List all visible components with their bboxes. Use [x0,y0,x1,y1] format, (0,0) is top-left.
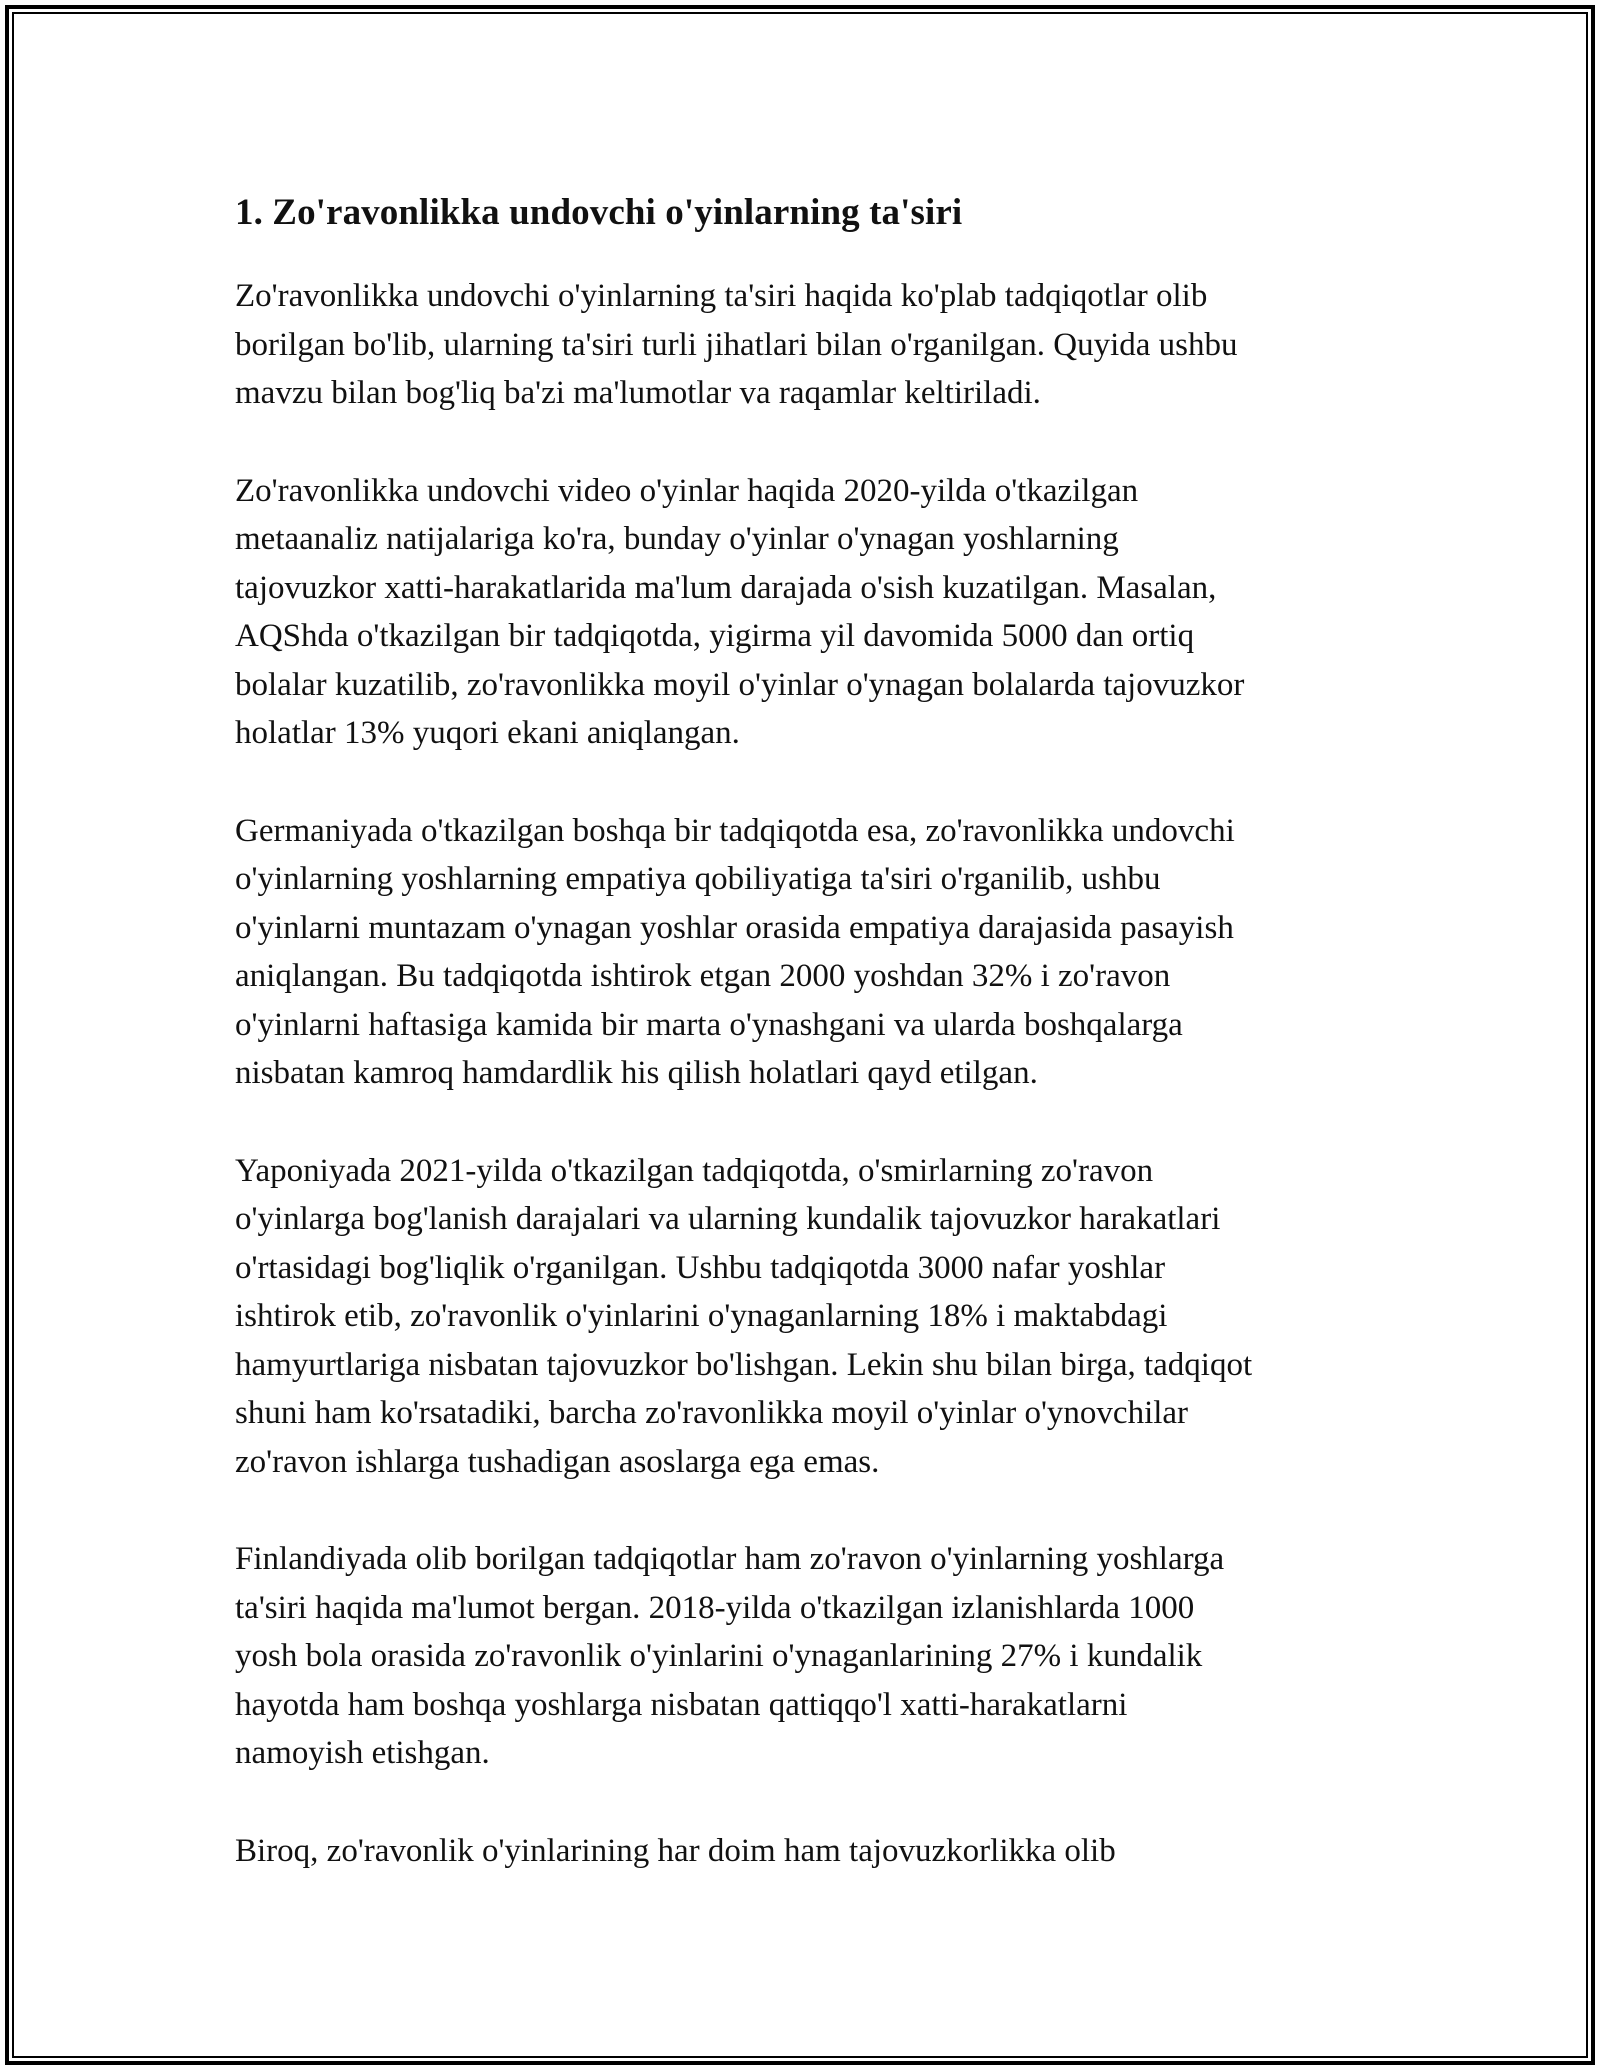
paragraph-usa-study: Zo'ravonlikka undovchi video o'yinlar haqida 2020-yilda o'tkazilgan metaanaliz natijalariga ko'ra, bunday o'yinlar o'ynagan yoshlarning tajovuzkor xatti-harakatlarida ma'lum darajada o'sish kuzatilgan. Masalan, AQShda o'tkazilgan bir tadqiqotda, yigirma yil davomida 5000 dan ortiq bolalar kuzatilib, zo'ravonlikka moyil o'yinlar o'ynagan bolalarda tajovuzkor holatlar 13% yuqori ekani aniqlangan. [235,472,1245,751]
document-body [235,188,1375,1924]
paragraph-finland-study: Finlandiyada olib borilgan tadqiqotlar ham zo'ravon o'yinlarning yoshlarga ta'siri haqida ma'lumot bergan. 2018-yilda o'tkazilgan izlanishlarda 1000 yosh bola orasida zo'ravonlik o'yinlarini o'ynaganlarining 27% i kundalik hayotda ham boshqa yoshlarga nisbatan qattiqqo'l xatti-harakatlarni namoyish etishgan. [235,1541,1225,1771]
section-heading: 1. Zo'ravonlikka undovchi o'yinlarning ta'siri [235,192,963,233]
paragraph-germany-study: Germaniyada o'tkazilgan boshqa bir tadqiqotda esa, zo'ravonlikka undovchi o'yinlarning yoshlarning empatiya qobiliyatiga ta'siri o'rganilib, ushbu o'yinlarni muntazam o'ynagan yoshlar orasida empatiya darajasida pasayish aniqlangan. Bu tadqiqotda ishtirok etgan 2000 yoshdan 32% i zo'ravon o'yinlarni haftasiga kamida bir marta o'ynashgani va ularda boshqalarga nisbatan kamroq hamdardlik his qilish holatlari qayd etilgan. [235,812,1235,1091]
paragraph-continuation: Biroq, zo'ravonlik o'yinlarining har doim ham tajovuzkorlikka olib [235,1832,1116,1869]
paragraph-introduction: Zo'ravonlikka undovchi o'yinlarning ta'siri haqida ko'plab tadqiqotlar olib borilgan bo'lib, ularning ta'siri turli jihatlari bilan o'rganilgan. Quyida ushbu mavzu bilan bog'liq ba'zi ma'lumotlar va raqamlar keltiriladi. [235,278,1238,411]
paragraph-japan-study: Yaponiyada 2021-yilda o'tkazilgan tadqiqotda, o'smirlarning zo'ravon o'yinlarga bog'lanish darajalari va ularning kundalik tajovuzkor harakatlari o'rtasidagi bog'liqlik o'rganilgan. Ushbu tadqiqotda 3000 nafar yoshlar ishtirok etib, zo'ravonlik o'yinlarini o'ynaganlarning 18% i maktabdagi hamyurtlariga nisbatan tajovuzkor bo'lishgan. Lekin shu bilan birga, tadqiqot shuni ham ko'rsatadiki, barcha zo'ravonlikka moyil o'yinlar o'ynovchilar zo'ravon ishlarga tushadigan asoslarga ega emas. [235,1152,1253,1480]
